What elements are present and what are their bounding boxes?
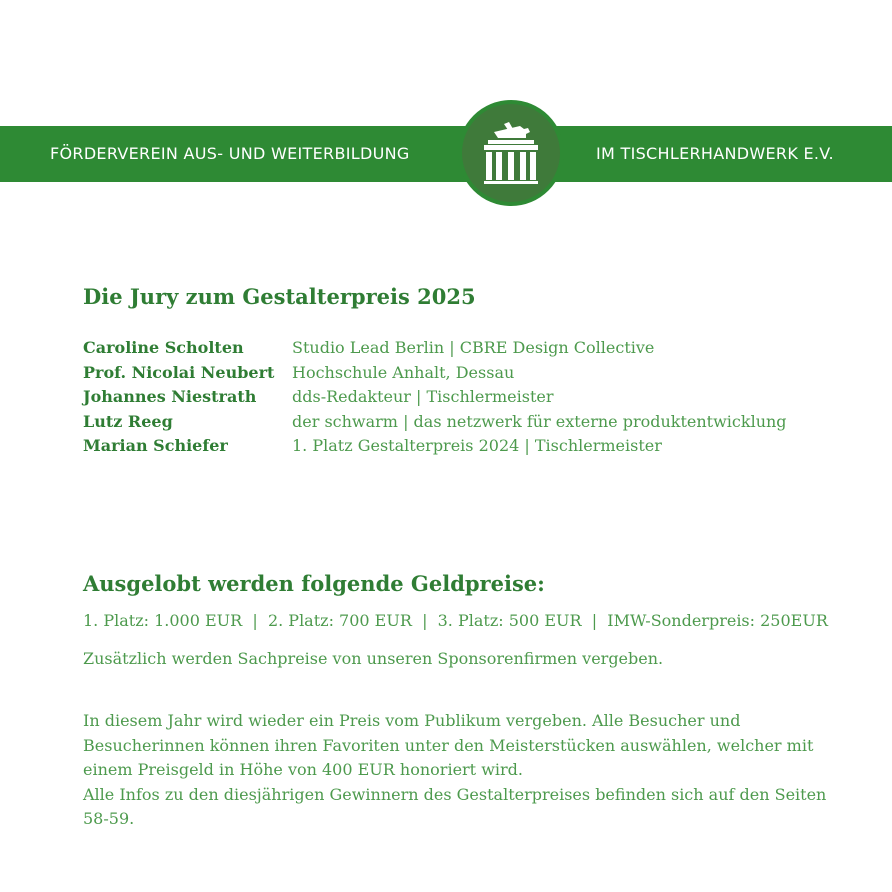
jury-list bbox=[83, 338, 843, 461]
jury-member-name: Lutz Reeg bbox=[83, 411, 173, 431]
paragraph-line: einem Preisgeld in Höhe von 400 EUR honoriert wird. bbox=[83, 760, 523, 779]
jury-member-role: Hochschule Anhalt, Dessau bbox=[292, 362, 515, 382]
jury-row bbox=[83, 412, 843, 437]
jury-member-name: Prof. Nicolai Neubert bbox=[83, 362, 275, 382]
jury-member-role: 1. Platz Gestalterpreis 2024 | Tischlermeister bbox=[292, 436, 662, 456]
banner-left-text: FÖRDERVEREIN AUS- UND WEITERBILDUNG bbox=[50, 144, 410, 163]
prizes-extra: Zusätzlich werden Sachpreise von unseren Sponsorenfirmen vergeben. bbox=[83, 649, 664, 668]
jury-row bbox=[83, 436, 843, 461]
brandenburg-gate-plane-icon bbox=[476, 120, 546, 186]
jury-member-role: der schwarm | das netzwerk für externe produktentwicklung bbox=[292, 411, 787, 431]
banner-right-text: IM TISCHLERHANDWERK E.V. bbox=[596, 144, 834, 163]
jury-row bbox=[83, 363, 843, 388]
paragraph-line: Besucherinnen können ihren Favoriten unter den Meisterstücken auswählen, welcher mit bbox=[83, 735, 814, 755]
jury-member-role: Studio Lead Berlin | CBRE Design Collective bbox=[292, 338, 655, 357]
jury-row bbox=[83, 338, 843, 363]
jury-member-name: Johannes Niestrath bbox=[83, 387, 257, 407]
logo bbox=[458, 100, 564, 206]
paragraph-line: Alle Infos zu den diesjährigen Gewinnern des Gestalterpreises befinden sich auf den Seiten bbox=[83, 784, 827, 804]
header-banner bbox=[0, 126, 892, 182]
jury-row bbox=[83, 387, 843, 412]
jury-member-role: dds-Redakteur | Tischlermeister bbox=[292, 387, 554, 407]
paragraph-line: In diesem Jahr wird wieder ein Preis vom Publikum vergeben. Alle Besucher und bbox=[83, 711, 741, 730]
audience-prize-paragraph bbox=[83, 709, 843, 832]
prizes-list: 1. Platz: 1.000 EUR | 2. Platz: 700 EUR | 3. Platz: 500 EUR | IMW-Sonderpreis: 250EUR bbox=[83, 611, 828, 630]
jury-heading: Die Jury zum Gestalterpreis 2025 bbox=[83, 284, 476, 309]
jury-member-name: Caroline Scholten bbox=[83, 338, 244, 357]
jury-member-name: Marian Schiefer bbox=[83, 436, 228, 456]
prizes-heading: Ausgelobt werden folgende Geldpreise: bbox=[83, 571, 545, 596]
paragraph-line: 58-59. bbox=[83, 809, 135, 828]
